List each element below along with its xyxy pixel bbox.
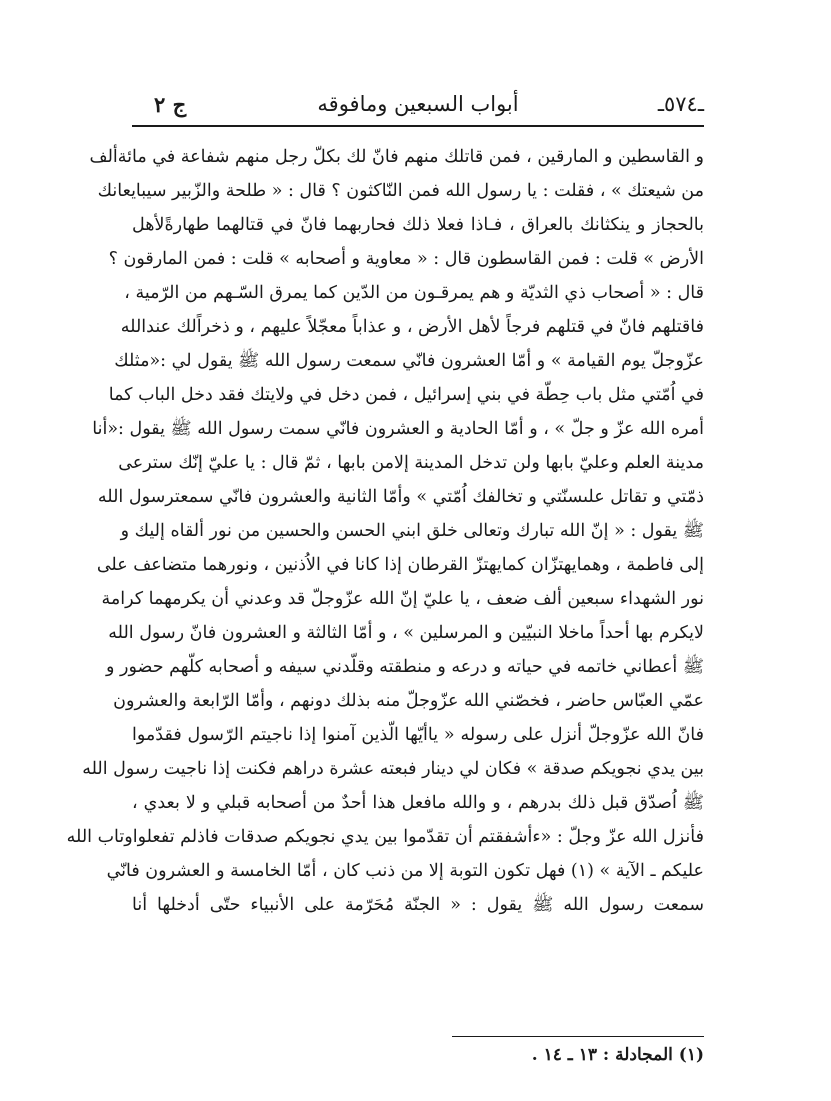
text-line: سمعت رسول الله ﷺ يقول : « الجنّة مُحَرّمة على الأنبياء حتّى أدخلها أنا [132, 895, 704, 915]
text-line: ﷺ اُصدّق قبل ذلك بدرهم ، و والله مافعل هذا أحدٌ من أصحابه قبلي و لا بعدي ، [132, 793, 704, 813]
text-line: قال : « أصحاب ذي الثديّة و هم يمرقـون من الدّين كما يمرق السّـهم من الرّمية ، [124, 283, 704, 303]
text-line: مدينة العلم وعليّ بابها ولن تدخل المدينة إلامن بابها ، ثمّ قال : يا عليّ إنّك سترعى [118, 453, 704, 473]
footnote: (١) المجادلة : ١٣ ـ ١٤ . [531, 1045, 704, 1065]
text-line: بين يدي نجويكم صدقة » فكان لي دينار فبعته عشرة دراهم فكنت إذا ناجيت رسول الله [82, 759, 704, 779]
text-line: إلى فاطمة ، وهمايهتزّان كمايهتزّ القرطان إذا كانا في الاُذنين ، ونورهما متضاعف على [96, 555, 704, 575]
text-line: عليكم ـ الآية » (١) فهل تكون التوبة إلا من ذنب كان ، أمّا الخامسة و العشرون فانّي [106, 861, 704, 881]
body-text [66, 140, 704, 922]
text-line: فانّ الله عزّوجلّ أنزل على رسوله « ياأيّها الّذين آمنوا إذا ناجيتم الرّسول فقدّموا [132, 725, 704, 745]
footnote-divider [452, 1036, 704, 1037]
text-line: لايكرم بها أحداً ماخلا النبيّين و المرسلين » ، و أمّا الثالثة و العشرون فانّ رسول الله [108, 623, 704, 643]
page-number: ـ٥٧٤ـ [657, 92, 704, 116]
text-line: من شيعتك » ، فقلت : يا رسول الله فمن النّاكثون ؟ قال : « طلحة والزّبير سيبايعانك [97, 181, 704, 201]
running-title: أبواب السبعين ومافوقه [317, 92, 519, 116]
text-line: نور الشهداء سبعين ألف ضعف ، يا عليّ إنّ الله عزّوجلّ قد وعدني أن يكرمهما كرامة [101, 589, 704, 609]
text-line: ذمّتي و تقاتل علىسنّتي و تخالفك اُمّتي » وأمّا الثانية والعشرون فانّي سمعترسول الله [97, 487, 704, 507]
text-line: عمّي العبّاس حاضر ، فخصّني الله عزّوجلّ منه بذلك دونهم ، وأمّا الرّابعة والعشرون [113, 691, 704, 711]
text-line: بالحجاز و ينكثانك بالعراق ، فـاذا فعلا ذلك فحاربهما فانّ في قتالهما طهارةًلأهل [132, 215, 704, 235]
header-divider [132, 125, 704, 127]
page-header [132, 88, 704, 122]
text-line: ﷺ أعطاني خاتمه في حياته و درعه و منطقته وقلّدني سيفه و أصحابه كلّهم حضور و [106, 657, 704, 677]
volume-label: ج ٢ [154, 92, 187, 117]
text-line: عزّوجلّ يوم القيامة » و أمّا العشرون فانّي سمعت رسول الله ﷺ يقول لي :«مثلك [114, 351, 704, 371]
text-line: في اُمّتي مثل باب حِطّة في بني إسرائيل ، فمن دخل في ولايتك فقد دخل الباب كما [108, 385, 704, 405]
text-line: فاقتلهم فانّ في قتلهم فرجاً لأهل الأرض ، و عذاباً معجّلاً عليهم ، و ذخراًلك عندالله [120, 317, 704, 337]
text-line: أمره الله عزّ و جلّ » ، و أمّا الحادية و العشرون فانّي سمت رسول الله ﷺ يقول :«أنا [92, 419, 704, 439]
text-line: الأرض » قلت : فمن القاسطون قال : « معاوية و أصحابه » قلت : فمن المارقون ؟ [108, 249, 704, 269]
text-line: و القاسطين و المارقين ، فمن قاتلك منهم فانّ لك بكلّ رجل منهم شفاعة في مائةألف [89, 147, 704, 167]
text-line: فأنزل الله عزّ وجلّ : «ءأشفقتم أن تقدّموا بين يدي نجويكم صدقات فاذلم تفعلواوتاب الله [66, 827, 704, 847]
text-line: ﷺ يقول : « إنّ الله تبارك وتعالى خلق ابني الحسن والحسين من نور ألقاه إليك و [120, 521, 704, 541]
